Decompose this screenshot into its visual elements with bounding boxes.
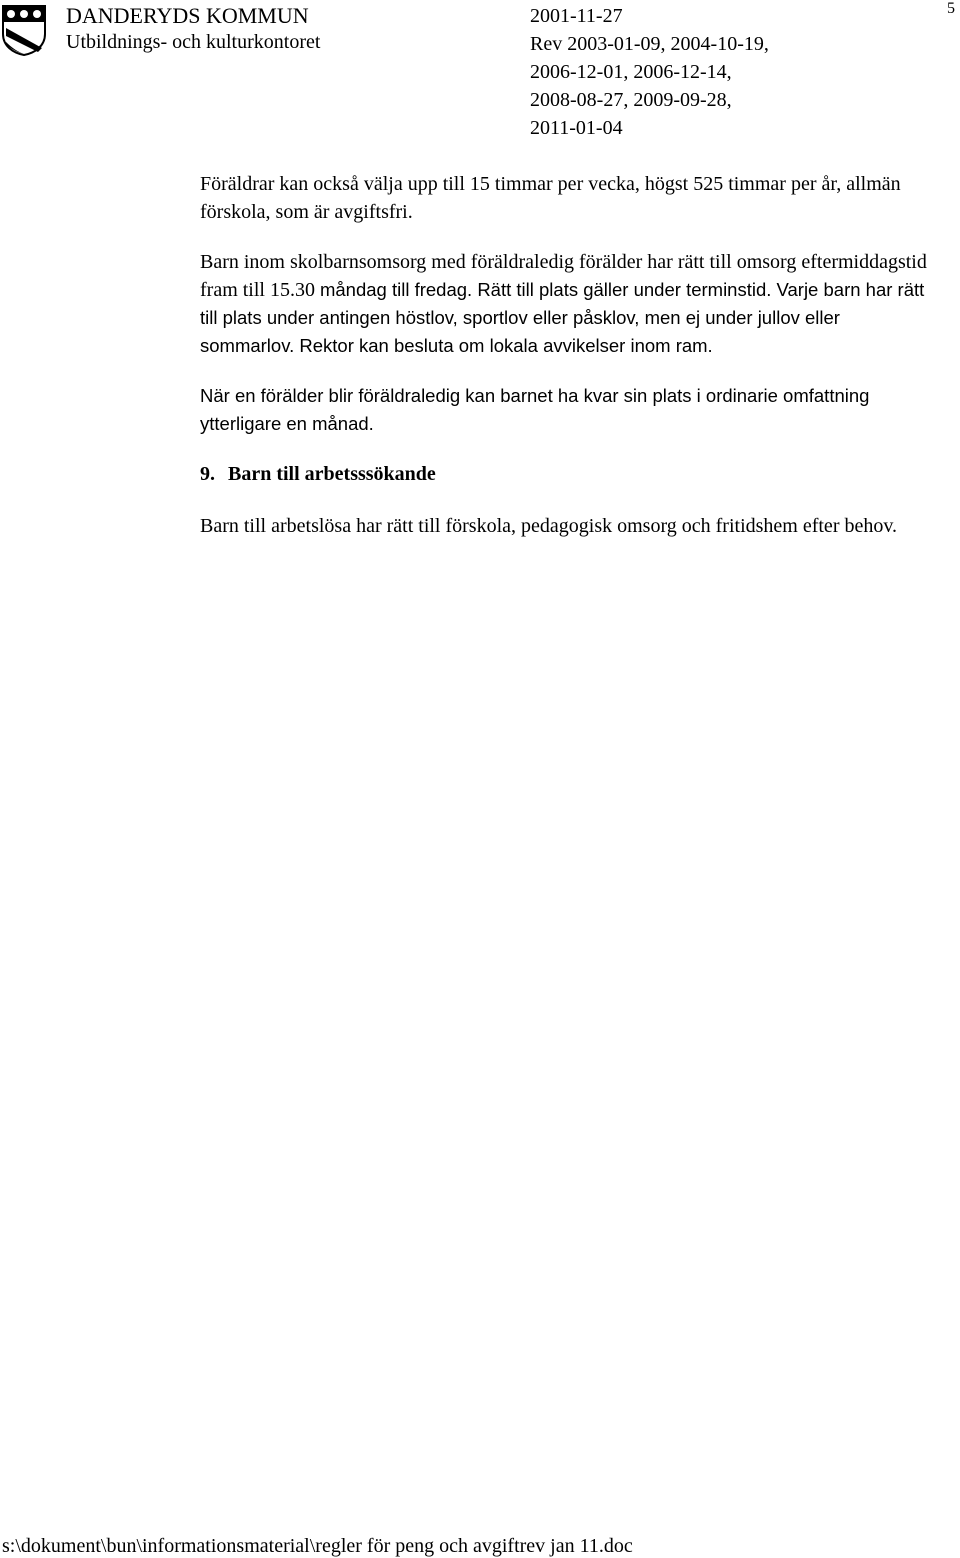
section-number: 9. (200, 463, 215, 485)
organization-name: DANDERYDS KOMMUN (66, 3, 309, 28)
department-name: Utbildnings- och kulturkontoret (66, 31, 321, 53)
section-title: Barn till arbetsssökande (228, 463, 436, 485)
paragraph-unemployed: Barn till arbetslösa har rätt till förskola, pedagogisk omsorg och fritidshem efter behov. (200, 515, 898, 537)
paragraph-parental-leave-care (200, 248, 930, 360)
paragraph-text: När en förälder blir föräldraledig kan barnet ha kvar sin plats i ordinarie omfattning ytterligare en månad. (200, 385, 870, 434)
coat-of-arms-icon (2, 4, 46, 56)
date-line: 2001-11-27 (530, 5, 623, 27)
header-organization (66, 2, 320, 56)
date-line: 2006-12-01, 2006-12-14, (530, 61, 732, 83)
date-line: 2011-01-04 (530, 117, 623, 139)
paragraph-text: Barn inom skolbarnsomsorg med föräldraledig förälder har rätt till omsorg eftermiddagstid fram till 15.30 (200, 251, 927, 301)
page-number: 5 (947, 0, 955, 17)
header-dates (530, 2, 769, 142)
document-body (200, 170, 930, 562)
footer-file-path: s:\dokument\bun\informationsmaterial\regler för peng och avgiftrev jan 11.doc (2, 1535, 633, 1557)
section-heading (200, 460, 930, 488)
date-line: 2008-08-27, 2009-09-28, (530, 89, 732, 111)
date-line: Rev 2003-01-09, 2004-10-19, (530, 33, 769, 55)
paragraph-preschool-hours: Föräldrar kan också välja upp till 15 timmar per vecka, högst 525 timmar per år, allmän förskola, som är avgiftsfri. (200, 173, 901, 223)
paragraph-keep-placement (200, 382, 930, 438)
paragraph-text: måndag till fredag. Rätt till plats gäller under terminstid. Varje barn har rätt till plats under antingen höstlov, sportlov eller påsklov, men ej under jullov eller sommarlov. Rektor kan besluta om lokala avvikelser inom ram. (200, 279, 925, 356)
